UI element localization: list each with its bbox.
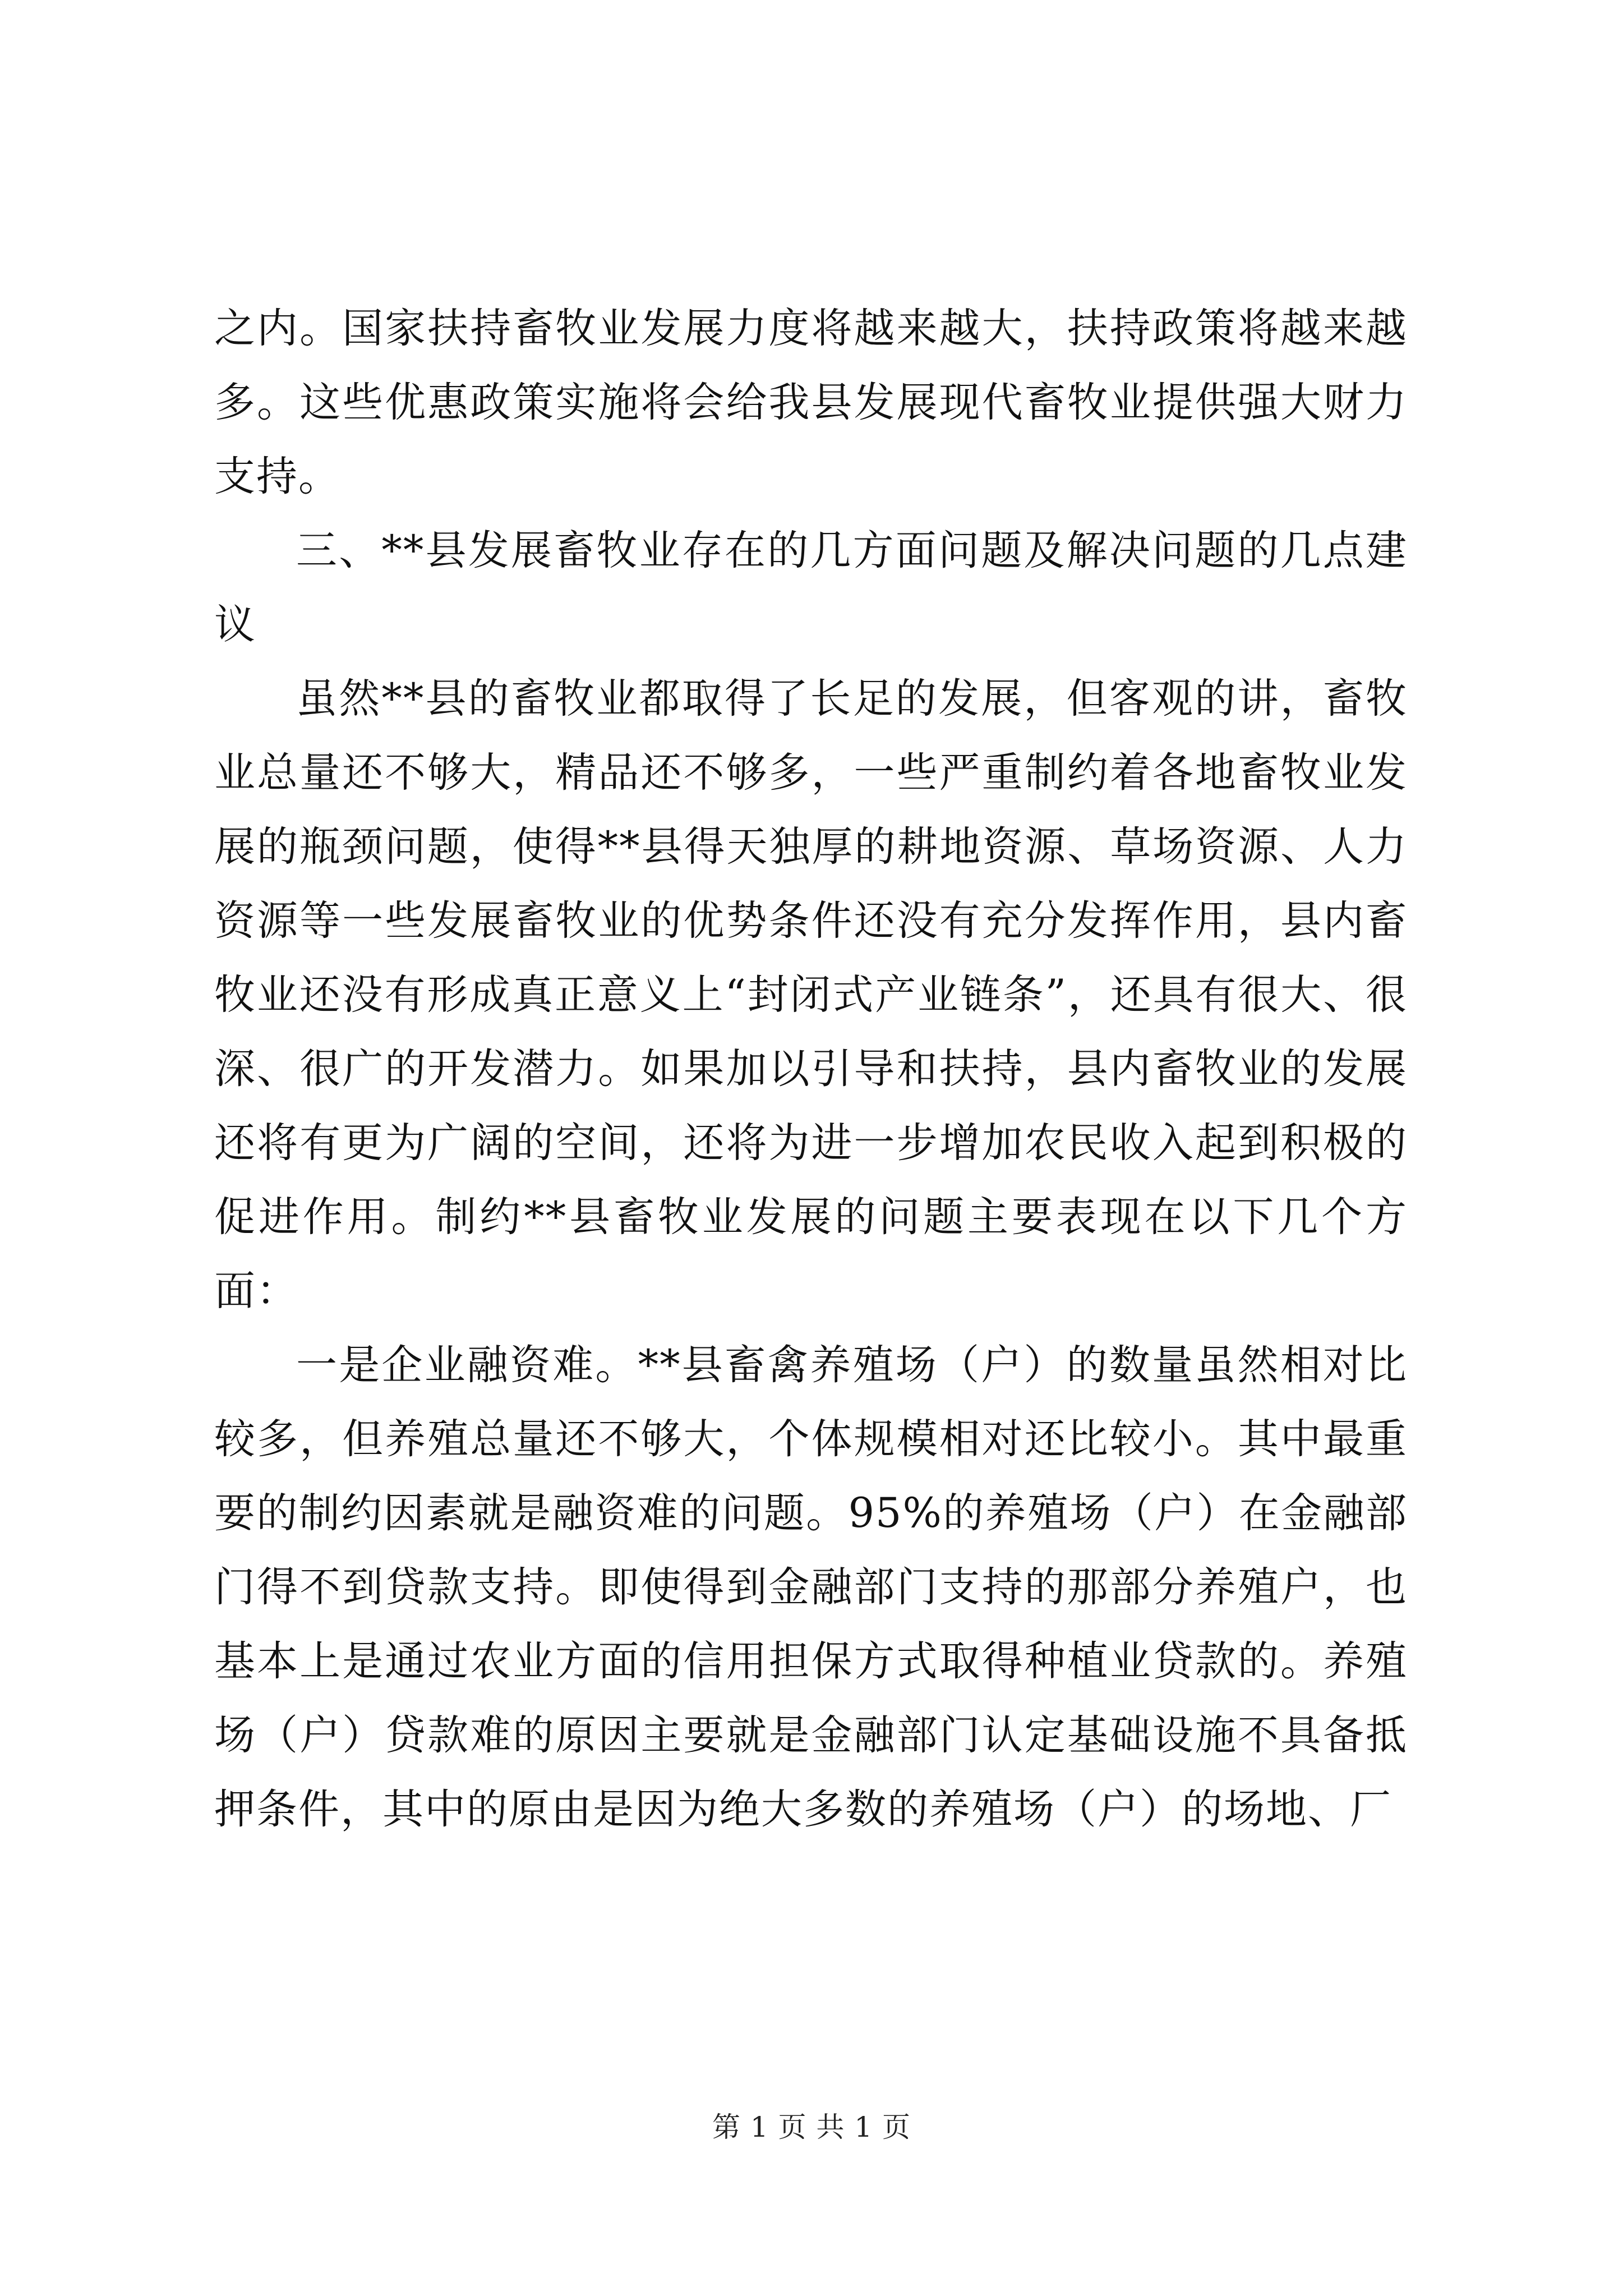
paragraph-problems-overview: 虽然**县的畜牧业都取得了长足的发展，但客观的讲，畜牧业总量还不够大，精品还不够多，一些严重制约着各地畜牧业发展的瓶颈问题，使得**县得天独厚的耕地资源、草场资源、人力资源等一些发展畜牧业的优势条件还没有充分发挥作用，县内畜牧业还没有形成真正意义上“封闭式产业链条”，还具有很大、很深、很广的开发潜力。如果加以引导和扶持，县内畜牧业的发展还将有更为广阔的空间，还将为进一步增加农民收入起到积极的促进作用。制约**县畜牧业发展的问题主要表现在以下几个方面：	[214, 675, 1408, 1315]
page-footer: 第 1 页 共 1 页	[712, 2111, 911, 2143]
section-heading: 三、**县发展畜牧业存在的几方面问题及解决问题的几点建议	[214, 527, 1408, 648]
document-body	[214, 292, 1408, 1847]
paragraph-financing-difficulty: 一是企业融资难。**县畜禽养殖场（户）的数量虽然相对比较多，但养殖总量还不够大，个体规模相对还比较小。其中最重要的制约因素就是融资难的问题。95%的养殖场（户）在金融部门得不到贷款支持。即使得到金融部门支持的那部分养殖户，也基本上是通过农业方面的信用担保方式取得种植业贷款的。养殖场（户）贷款难的原因主要就是金融部门认定基础设施不具备抵押条件，其中的原由是因为绝大多数的养殖场（户）的场地、厂	[214, 1341, 1408, 1833]
paragraph-continuation: 之内。国家扶持畜牧业发展力度将越来越大，扶持政策将越来越多。这些优惠政策实施将会给我县发展现代畜牧业提供强大财力支持。	[214, 305, 1408, 500]
